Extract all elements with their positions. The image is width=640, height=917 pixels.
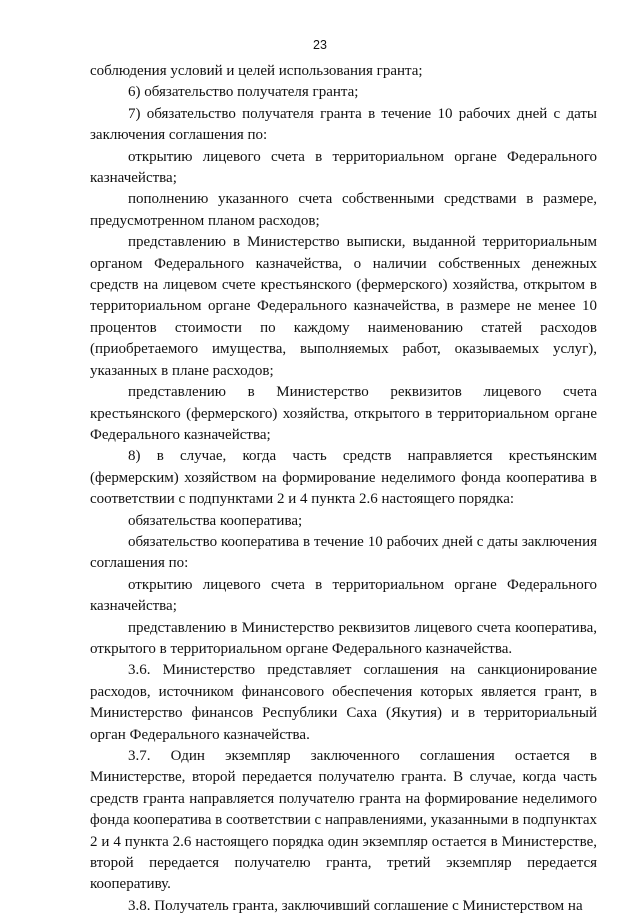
- paragraph: 8) в случае, когда часть средств направляется крестьянским (фермерским) хозяйством на формирование неделимого фонда кооператива в соответствии с подпунктами 2 и 4 пункта 2.6 настоящего порядка:: [90, 448, 597, 508]
- paragraph: представлению в Министерство выписки, выданной территориальным органом Федерального казначейства, о наличии собственных денежных средств на лицевом счете крестьянского (фермерского) хозяйства, открытом в территориальном органе Федерального казначейства, в размере не менее 10 процентов стоимости по каждому наименованию статей расходов (приобретаемого имущества, выполняемых работ, оказываемых услуг), указанных в плане расходов;: [90, 234, 597, 379]
- paragraph: открытию лицевого счета в территориальном органе Федерального казначейства;: [90, 148, 597, 187]
- paragraph: обязательство кооператива в течение 10 рабочих дней с даты заключения соглашения по:: [90, 533, 597, 572]
- document-body: [90, 61, 597, 917]
- paragraph: представлению в Министерство реквизитов лицевого счета крестьянского (фермерского) хозяйства, открытого в территориальном органе Федерального казначейства;: [90, 384, 597, 443]
- paragraph: открытию лицевого счета в территориальном органе Федерального казначейства;: [90, 576, 597, 615]
- paragraph: 3.7. Один экземпляр заключенного соглашения остается в Министерстве, второй передается получателю гранта. В случае, когда часть средств гранта направляется получателю гранта на формирование неделимого фонда кооператива в соответствии с направлениями, указанными в подпунктах 2 и 4 пункта 2.6 настоящего порядка один экземпляр остается в Министерстве, второй передается получателю гранта, третий экземпляр передается кооперативу.: [90, 748, 597, 893]
- paragraph: соблюдения условий и целей использования гранта;: [90, 63, 423, 79]
- paragraph: 6) обязательство получателя гранта;: [128, 84, 359, 101]
- paragraph: обязательства кооператива;: [128, 512, 303, 529]
- paragraph: 7) обязательство получателя гранта в течение 10 рабочих дней с даты заключения соглашения по:: [90, 105, 597, 144]
- paragraph: пополнению указанного счета собственными средствами в размере, предусмотренном планом расходов;: [90, 191, 597, 229]
- page-number: 23: [313, 38, 327, 52]
- paragraph: 3.6. Министерство представляет соглашения на санкционирование расходов, источником финансового обеспечения которых является грант, в Министерство финансов Республики Саха (Якутия) и в территориальный орган Федерального казначейства.: [90, 662, 597, 743]
- paragraph: 3.8. Получатель гранта, заключивший соглашение с Министерством на: [128, 897, 583, 914]
- paragraph: представлению в Министерство реквизитов лицевого счета кооператива, открытого в территориальном органе Федерального казначейства.: [90, 619, 597, 657]
